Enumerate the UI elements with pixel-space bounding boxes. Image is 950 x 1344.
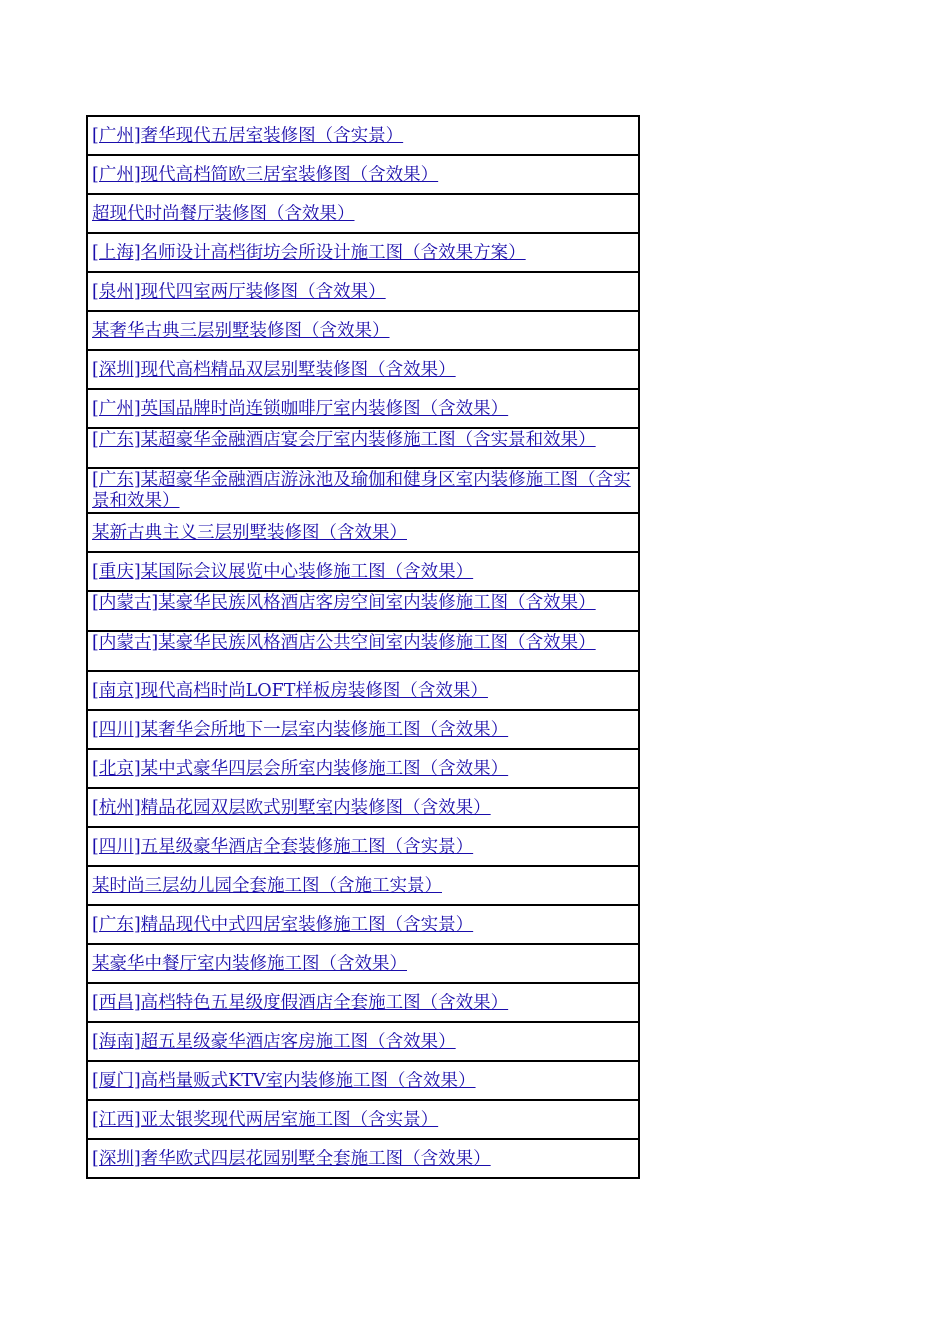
list-cell bbox=[87, 311, 639, 350]
table-row bbox=[87, 468, 639, 513]
table-row bbox=[87, 631, 639, 671]
table-row bbox=[87, 1139, 639, 1178]
list-cell bbox=[87, 827, 639, 866]
list-cell bbox=[87, 389, 639, 428]
list-cell bbox=[87, 788, 639, 827]
list-item-link[interactable]: [内蒙古]某豪华民族风格酒店公共空间室内装修施工图（含效果） bbox=[92, 633, 596, 653]
list-cell bbox=[87, 866, 639, 905]
list-item-link[interactable]: [海南]超五星级豪华酒店客房施工图（含效果） bbox=[92, 1031, 456, 1052]
list-item-link[interactable]: [深圳]现代高档精品双层别墅装修图（含效果） bbox=[92, 359, 456, 380]
list-cell bbox=[87, 116, 639, 155]
list-item-link[interactable]: [重庆]某国际会议展览中心装修施工图（含效果） bbox=[92, 561, 474, 582]
list-cell bbox=[87, 552, 639, 591]
list-cell bbox=[87, 233, 639, 272]
list-item-link[interactable]: [四川]五星级豪华酒店全套装修施工图（含实景） bbox=[92, 836, 474, 857]
list-cell bbox=[87, 350, 639, 389]
list-item-link[interactable]: [北京]某中式豪华四层会所室内装修施工图（含效果） bbox=[92, 758, 509, 779]
list-item-link[interactable]: [泉州]现代四室两厅装修图（含效果） bbox=[92, 281, 386, 302]
table-row bbox=[87, 1022, 639, 1061]
list-item-link[interactable]: [广州]现代高档简欧三居室装修图（含效果） bbox=[92, 164, 439, 185]
table-row bbox=[87, 350, 639, 389]
table-row bbox=[87, 272, 639, 311]
table-row bbox=[87, 749, 639, 788]
list-cell bbox=[87, 631, 639, 671]
list-cell bbox=[87, 710, 639, 749]
table-row bbox=[87, 155, 639, 194]
list-cell bbox=[87, 513, 639, 552]
link-list-table bbox=[86, 115, 640, 1179]
list-cell bbox=[87, 468, 639, 513]
list-item-link[interactable]: [杭州]精品花园双层欧式别墅室内装修图（含效果） bbox=[92, 797, 491, 818]
list-item-link[interactable]: [广州]奢华现代五居室装修图（含实景） bbox=[92, 125, 404, 146]
table-row bbox=[87, 788, 639, 827]
list-item-link[interactable]: [上海]名师设计高档街坊会所设计施工图（含效果方案） bbox=[92, 242, 526, 263]
list-item-link[interactable]: [广东]某超豪华金融酒店宴会厅室内装修施工图（含实景和效果） bbox=[92, 430, 596, 450]
list-cell bbox=[87, 428, 639, 468]
table-row bbox=[87, 944, 639, 983]
table-row bbox=[87, 552, 639, 591]
table-row bbox=[87, 866, 639, 905]
list-item-link[interactable]: 某奢华古典三层别墅装修图（含效果） bbox=[92, 320, 390, 341]
list-cell bbox=[87, 749, 639, 788]
table-row bbox=[87, 194, 639, 233]
table-row bbox=[87, 389, 639, 428]
list-cell bbox=[87, 591, 639, 631]
list-cell bbox=[87, 194, 639, 233]
table-row bbox=[87, 428, 639, 468]
table-row bbox=[87, 827, 639, 866]
list-cell bbox=[87, 983, 639, 1022]
list-item-link[interactable]: [南京]现代高档时尚LOFT样板房装修图（含效果） bbox=[92, 680, 488, 701]
list-cell bbox=[87, 1100, 639, 1139]
list-item-link[interactable]: [西昌]高档特色五星级度假酒店全套施工图（含效果） bbox=[92, 992, 509, 1013]
list-cell bbox=[87, 1022, 639, 1061]
table-row bbox=[87, 513, 639, 552]
table-row bbox=[87, 116, 639, 155]
list-item-link[interactable]: [广州]英国品牌时尚连锁咖啡厅室内装修图（含效果） bbox=[92, 398, 509, 419]
list-cell bbox=[87, 905, 639, 944]
list-item-link[interactable]: [四川]某奢华会所地下一层室内装修施工图（含效果） bbox=[92, 719, 509, 740]
list-item-link[interactable]: 某豪华中餐厅室内装修施工图（含效果） bbox=[92, 953, 407, 974]
list-cell bbox=[87, 1061, 639, 1100]
table-row bbox=[87, 1100, 639, 1139]
list-cell bbox=[87, 1139, 639, 1178]
table-row bbox=[87, 710, 639, 749]
list-item-link[interactable]: [厦门]高档量贩式KTV室内装修施工图（含效果） bbox=[92, 1070, 476, 1091]
table-row bbox=[87, 233, 639, 272]
list-cell bbox=[87, 944, 639, 983]
list-cell bbox=[87, 671, 639, 710]
list-cell bbox=[87, 272, 639, 311]
table-row bbox=[87, 671, 639, 710]
table-row bbox=[87, 1061, 639, 1100]
list-item-link[interactable]: 超现代时尚餐厅装修图（含效果） bbox=[92, 203, 355, 224]
table-row bbox=[87, 591, 639, 631]
list-item-link[interactable]: [广东]精品现代中式四居室装修施工图（含实景） bbox=[92, 914, 474, 935]
list-item-link[interactable]: 某新古典主义三层别墅装修图（含效果） bbox=[92, 522, 407, 543]
list-item-link[interactable]: [深圳]奢华欧式四层花园别墅全套施工图（含效果） bbox=[92, 1148, 491, 1169]
table-row bbox=[87, 905, 639, 944]
table-row bbox=[87, 311, 639, 350]
list-item-link[interactable]: [江西]亚太银奖现代两居室施工图（含实景） bbox=[92, 1109, 439, 1130]
table-row bbox=[87, 983, 639, 1022]
list-cell bbox=[87, 155, 639, 194]
list-item-link[interactable]: [广东]某超豪华金融酒店游泳池及瑜伽和健身区室内装修施工图（含实景和效果） bbox=[92, 470, 631, 511]
list-item-link[interactable]: [内蒙古]某豪华民族风格酒店客房空间室内装修施工图（含效果） bbox=[92, 593, 596, 613]
list-item-link[interactable]: 某时尚三层幼儿园全套施工图（含施工实景） bbox=[92, 875, 442, 896]
